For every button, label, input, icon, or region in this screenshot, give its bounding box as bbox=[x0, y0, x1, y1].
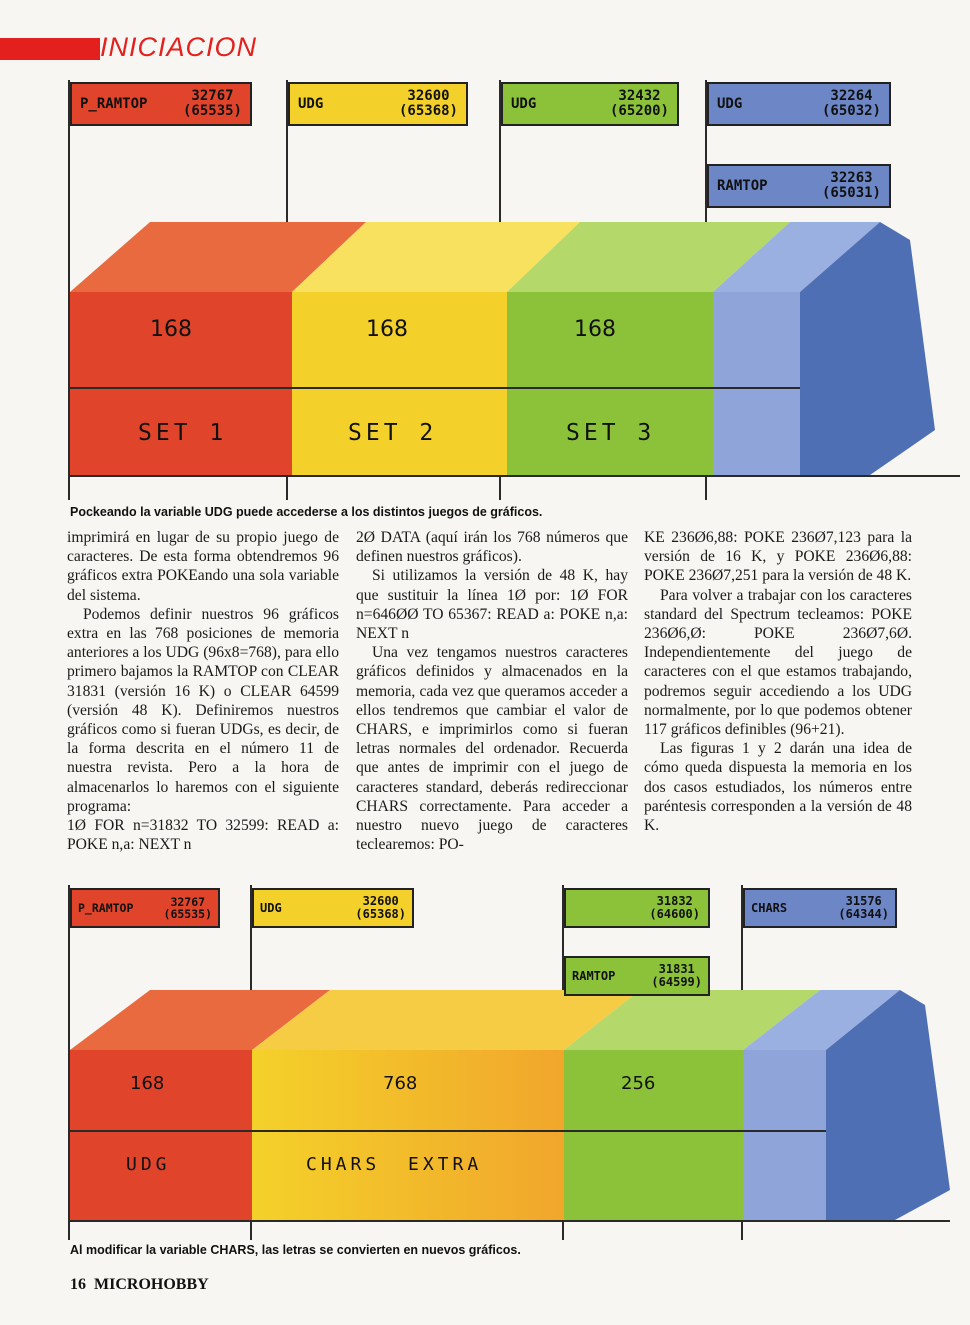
memory-diagram-1 bbox=[0, 70, 970, 500]
label-ramtop-2: RAMTOP 31831 (64599) bbox=[564, 956, 710, 996]
text-column-1: imprimirá en lugar de su propio juego de caracteres. De esta forma obtendremos 96 gráficos extra POKEando una sola variable del sistema. Podemos definir nuestros 96 gráficos extra en las 768 posiciones de memoria anteriores a los UDG (96x8=768), para ello primero bajamos la RAMTOP con CLEAR 31831 (versión 16 K) o CLEAR 64599 (versión 48 K). Definiremos nuestros gráficos como si fueran UDGs, es decir, de la forma descrita en el número 11 de nuestra revista. Pero a la hora de almacenarlos lo haremos con el siguiente programa: 1Ø FOR n=31832 TO 32599: READ a: POKE n,a: NEXT n bbox=[67, 529, 339, 854]
section-title: INICIACION bbox=[100, 32, 258, 62]
figure-2-caption: Al modificar la variable CHARS, las letras se convierten en nuevos gráficos. bbox=[70, 1243, 521, 1257]
label-chars: CHARS 31576 (64344) bbox=[743, 888, 897, 928]
label-udg-1: UDG 32600 (65368) bbox=[288, 82, 468, 126]
section-header-bar bbox=[0, 38, 100, 60]
set2-label: SET 2 bbox=[348, 420, 438, 446]
set3-size: 168 bbox=[574, 317, 616, 342]
text-column-2: 2Ø DATA (aquí irán los 768 números que definen nuestros gráficos). Si utilizamos la versión de 48 K, hay que sustituir la línea 1Ø por: 1Ø FOR n=646ØØ TO 65367: READ a: POKE n,a: NEXT n Una vez tengamos nuestros caracteres gráficos definidos y almacenados en la memoria, cada vez que queramos acceder a ellos tendremos que cambiar el valor de CHARS, e imprimirlos como si fueran letras normales del ordenador. Recuerda que antes de imprimir con el juego de caracteres standard, deberás redireccionar CHARS correctamente. Para acceder a nuestro nuevo juego de caracteres teclearemos: PO- bbox=[356, 529, 628, 854]
memory-diagram-2 bbox=[0, 880, 970, 1240]
magazine-name: MICROHOBBY bbox=[94, 1276, 209, 1293]
page-number: 16 bbox=[70, 1276, 86, 1293]
label-extra-start: 31832 (64600) bbox=[564, 888, 710, 928]
chars-label: CHARS bbox=[306, 1154, 381, 1175]
label-udg-2: UDG 32432 (65200) bbox=[501, 82, 679, 126]
udg-label: UDG bbox=[126, 1154, 171, 1175]
page-footer bbox=[70, 1276, 209, 1294]
set1-label: SET 1 bbox=[138, 420, 228, 446]
label-udg-3: UDG 32264 (65032) bbox=[707, 82, 891, 126]
label-udg-2b: UDG 32600 (65368) bbox=[252, 888, 414, 928]
figure-1-caption: Pockeando la variable UDG puede accederse a los distintos juegos de gráficos. bbox=[70, 505, 543, 519]
set2-size: 168 bbox=[366, 317, 408, 342]
chars-size: 768 bbox=[383, 1073, 418, 1094]
segment-free-2 bbox=[743, 1050, 826, 1220]
segment-free bbox=[713, 292, 800, 475]
udg-size: 168 bbox=[130, 1073, 165, 1094]
label-ramtop: RAMTOP 32263 (65031) bbox=[707, 164, 891, 208]
label-p-ramtop-2: P_RAMTOP 32767 (65535) bbox=[70, 888, 220, 928]
extra-label: EXTRA bbox=[408, 1154, 483, 1175]
text-column-3: KE 236Ø6,88: POKE 236Ø7,123 para la versión de 16 K, y POKE 236Ø6,88: POKE 236Ø7,251 para la versión de 48 K. Para volver a trabajar con los caracteres standard del Spectrum tecleamos: POKE 236Ø6,Ø: POKE 236Ø7,6Ø. Independientemente del juego de caracteres con el que estamos trabajando, podremos seguir accediendo a los UDG normalmente, por lo que podemos obtener 117 gráficos definibles (96+21). Las figuras 1 y 2 darán una idea de cómo queda dispuesta la memoria en los dos casos estudiados, los números entre paréntesis corresponden a la versión de 48 K. bbox=[644, 529, 912, 835]
set3-label: SET 3 bbox=[566, 420, 656, 446]
label-p-ramtop: P_RAMTOP 32767 (65535) bbox=[70, 82, 252, 126]
extra-size: 256 bbox=[621, 1073, 656, 1094]
set1-size: 168 bbox=[150, 317, 192, 342]
